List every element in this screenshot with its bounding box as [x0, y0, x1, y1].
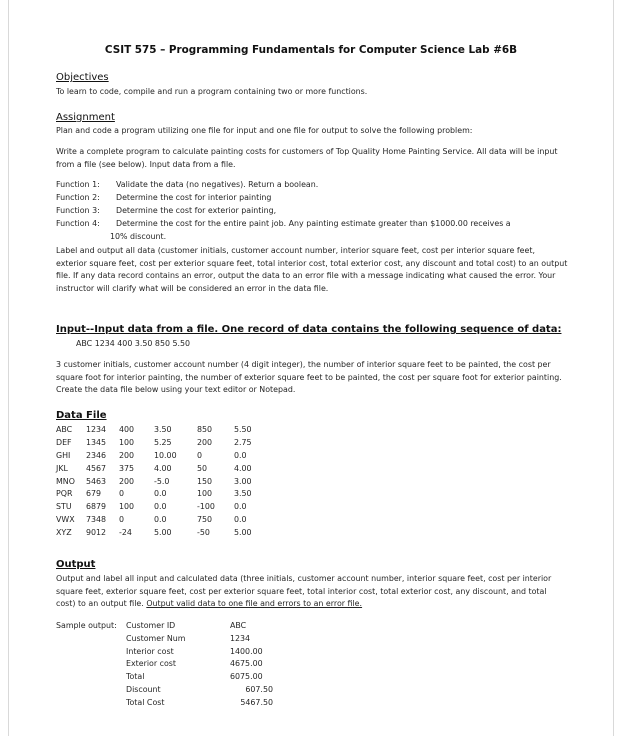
cell: 200 — [197, 437, 213, 447]
cell: 5463 — [86, 476, 107, 486]
cell: 0.0 — [154, 502, 167, 512]
sample-output-labels — [126, 620, 185, 710]
data-file-heading: Data File — [56, 410, 107, 421]
cell: XYZ — [56, 528, 72, 538]
function-text-continued: 10% discount. — [110, 231, 167, 241]
sample-label: Customer ID — [126, 621, 176, 630]
cell: 100 — [119, 437, 135, 447]
assignment-intro: Plan and code a program utilizing one file for input and one file for output to solve the following problem: — [56, 126, 473, 135]
cell: 0 — [197, 450, 203, 460]
sample-label: Total — [126, 672, 145, 682]
cell: -5.0 — [154, 476, 170, 486]
sample-value: 6075.00 — [230, 672, 263, 682]
sample-label: Discount — [126, 684, 161, 694]
cell: 850 — [197, 425, 213, 434]
function-3 — [56, 205, 276, 218]
function-label: Function 1: — [56, 180, 100, 189]
sample-value: 4675.00 — [230, 659, 263, 669]
assignment-paragraph: Write a complete program to calculate painting costs for customers of Top Quality Home Painting Service. All data will be input from a file (see below). Input data from a file. — [56, 147, 558, 169]
cell: 750 — [197, 515, 213, 525]
cell: ABC — [56, 425, 73, 434]
cell: 6879 — [86, 502, 107, 512]
cell: 4567 — [86, 463, 107, 473]
sample-label: Customer Num — [126, 633, 186, 643]
output-paragraph — [56, 573, 568, 611]
assignment-heading: Assignment — [56, 112, 115, 123]
sample-value: ABC — [230, 621, 247, 630]
cell: GHI — [56, 450, 71, 460]
cell: VWX — [56, 515, 75, 525]
input-example-record: ABC 1234 400 3.50 850 5.50 — [76, 339, 191, 348]
assignment-output-paragraph: Label and output all data (customer initials, customer account number, interior square feet, cost per interior square feet, exterior square feet, cost per exterior square feet, total interior cost, total exterior cost, any discount and total cost) to an output file. If any data record contains an error, output the data to an error file with a message indicating what caused the error. Your instructor will clarify what will be considered an error in the data file. — [56, 246, 568, 293]
output-paragraph-underlined: Output valid data to one file and errors to an error file. — [146, 599, 363, 609]
function-label: Function 3: — [56, 206, 100, 215]
cell: 0.0 — [154, 489, 167, 499]
cell: 3.50 — [234, 489, 252, 499]
cell: -100 — [197, 502, 215, 512]
sample-label: Exterior cost — [126, 659, 176, 669]
cell: 5.50 — [234, 425, 252, 434]
sample-output-values — [218, 620, 273, 710]
cell: 0 — [119, 489, 125, 499]
cell: 200 — [119, 450, 135, 460]
cell: PQR — [56, 489, 73, 499]
input-description: 3 customer initials, customer account number (4 digit integer), the number of interior square feet to be painted, the cost per square foot for interior painting, the number of exterior square feet to be painted, the cost per square foot for exterior painting. Create the data file below using your text editor or Notepad. — [56, 360, 562, 395]
function-text: Validate the data (no negatives). Return a boolean. — [116, 180, 319, 189]
sample-label: Interior cost — [126, 646, 174, 656]
document-title: CSIT 575 – Programming Fundamentals for Computer Science Lab #6B — [104, 44, 518, 56]
function-2 — [56, 192, 271, 205]
cell: 0.0 — [234, 515, 247, 525]
sample-value: 1234 — [230, 633, 251, 643]
cell: 4.00 — [234, 463, 252, 473]
cell: 0.0 — [234, 450, 247, 460]
function-1 — [56, 179, 318, 192]
cell: 1345 — [86, 437, 107, 447]
sample-label: Total Cost — [126, 697, 165, 707]
cell: 9012 — [86, 528, 107, 538]
cell: 0 — [119, 515, 125, 525]
cell: 2346 — [86, 450, 107, 460]
cell: 0.0 — [154, 515, 167, 525]
cell: 200 — [119, 476, 135, 486]
sample-value: 607.50 — [245, 684, 273, 694]
objectives-heading: Objectives — [56, 72, 109, 83]
cell: 1234 — [86, 425, 107, 434]
cell: 7348 — [86, 515, 107, 525]
cell: 5.00 — [154, 528, 172, 538]
cell: 50 — [197, 463, 208, 473]
function-label: Function 2: — [56, 193, 100, 202]
function-text: Determine the cost for the entire paint job. Any painting estimate greater than $1000.00 receives a — [116, 219, 511, 228]
cell: 5.00 — [234, 528, 252, 538]
function-text: Determine the cost for interior painting — [116, 193, 272, 202]
cell: 375 — [119, 463, 135, 473]
cell: 5.25 — [154, 437, 172, 447]
cell: 100 — [197, 489, 213, 499]
cell: -24 — [119, 528, 132, 538]
cell: 400 — [119, 425, 135, 434]
cell: 3.00 — [234, 476, 252, 486]
function-4 — [56, 218, 511, 241]
cell: -50 — [197, 528, 210, 538]
cell: STU — [56, 502, 72, 512]
output-heading: Output — [56, 559, 96, 570]
cell: 0.0 — [234, 502, 247, 512]
cell: MNO — [56, 476, 75, 486]
input-heading: Input--Input data from a file. One record of data contains the following sequence of data: — [56, 324, 562, 335]
sample-value: 5467.50 — [240, 697, 273, 707]
sample-value: 1400.00 — [230, 646, 263, 656]
cell: 679 — [86, 489, 102, 499]
cell: 100 — [119, 502, 135, 512]
cell: 150 — [197, 476, 213, 486]
cell: 2.75 — [234, 437, 252, 447]
cell: 4.00 — [154, 463, 172, 473]
function-text: Determine the cost for exterior painting, — [116, 206, 277, 215]
cell: 10.00 — [154, 450, 177, 460]
cell: DEF — [56, 437, 72, 447]
objectives-text: To learn to code, compile and run a program containing two or more functions. — [56, 87, 368, 96]
output-paragraph-text: Output and label all input and calculated data (three initials, customer account number, interior square feet, cost per interior square feet, exterior square feet, cost per exterior square feet, total interior cost, total exterior cost, any discount, and total cost) to an output file. — [56, 574, 552, 609]
cell: JKL — [56, 463, 68, 473]
cell: 3.50 — [154, 425, 172, 434]
function-label: Function 4: — [56, 219, 100, 228]
sample-output-label: Sample output: — [56, 621, 117, 630]
